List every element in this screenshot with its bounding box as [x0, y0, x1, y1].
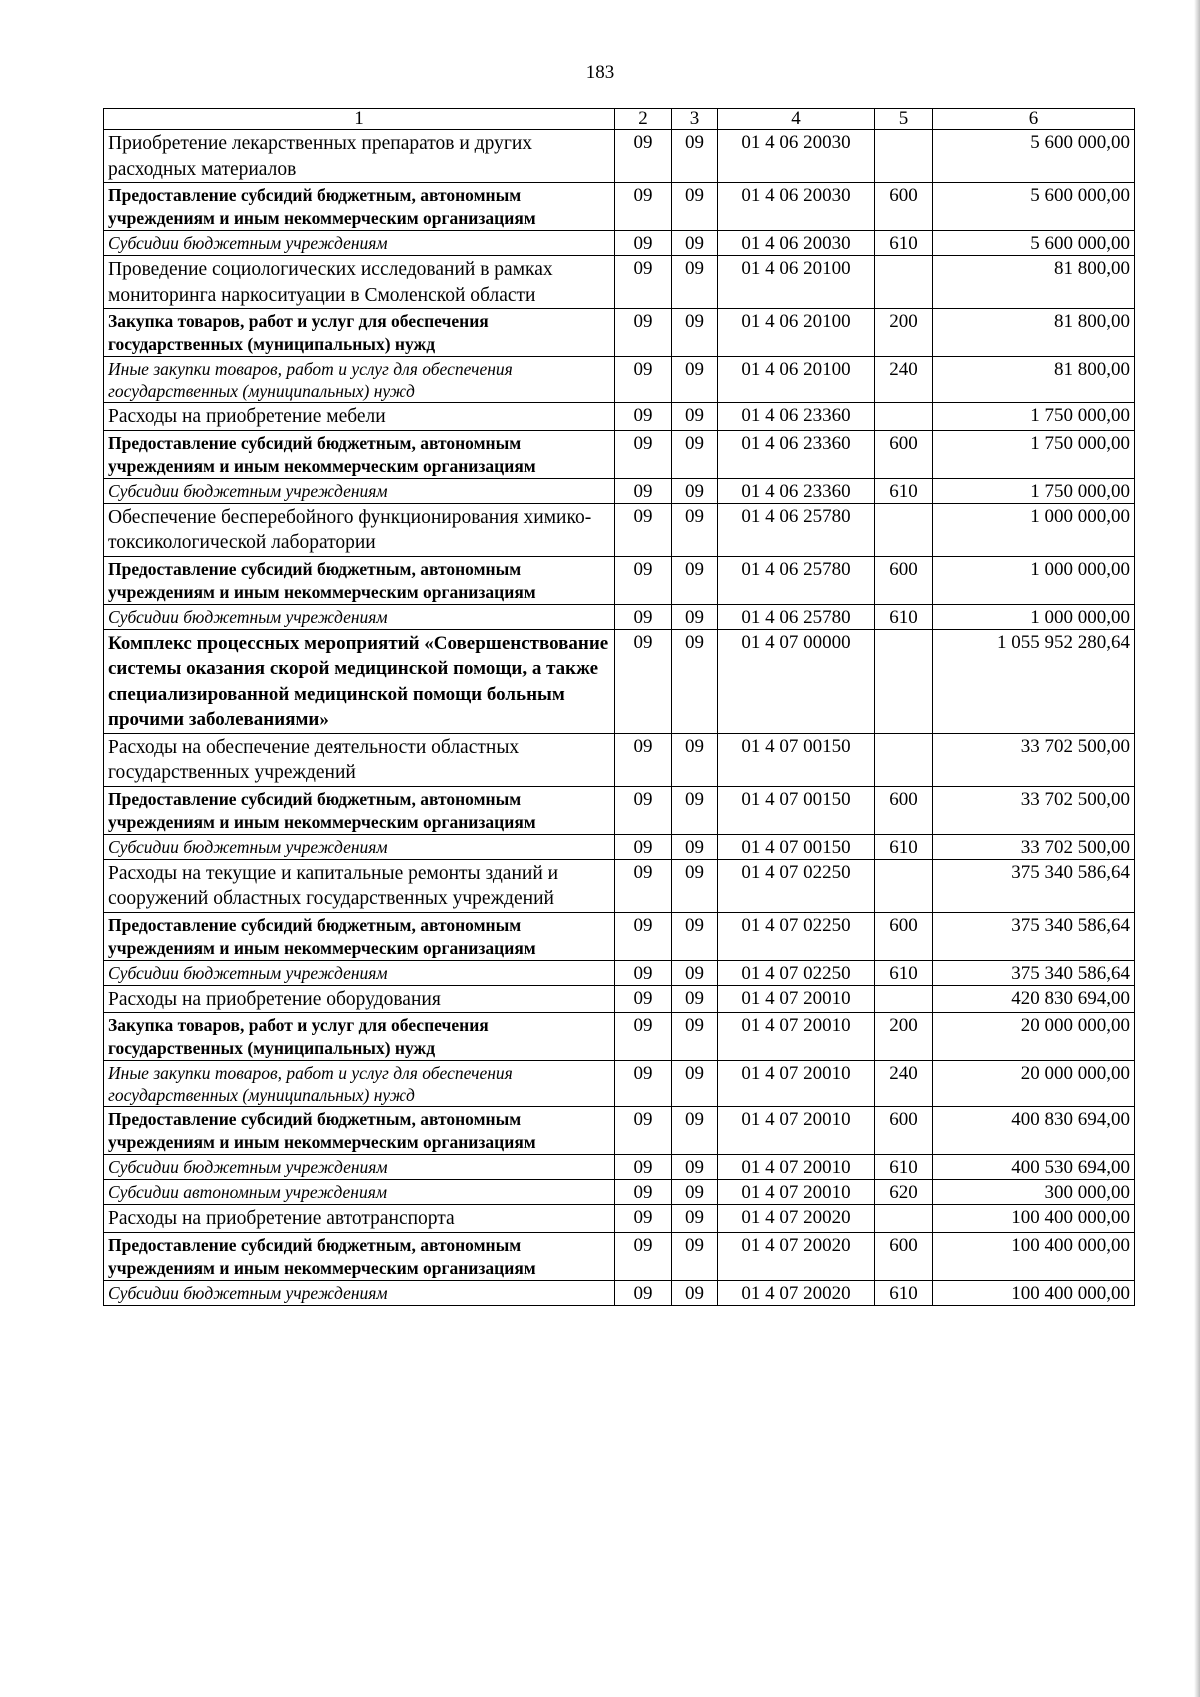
- table-row: [104, 834, 1135, 859]
- row-amount-cell: 1 750 000,00: [933, 478, 1135, 503]
- row-section-cell: 09: [615, 556, 672, 604]
- row-target-article-cell: 01 4 07 02250: [718, 859, 875, 912]
- row-expense-type-cell: 200: [875, 1013, 933, 1061]
- table-row: [104, 556, 1135, 604]
- row-target-article-cell: 01 4 06 20030: [718, 231, 875, 256]
- row-name-cell: Субсидии бюджетным учреждениям: [104, 834, 615, 859]
- budget-table: [103, 108, 1135, 1306]
- table-row: [104, 1013, 1135, 1061]
- row-amount-cell: 100 400 000,00: [933, 1280, 1135, 1305]
- table-row: [104, 985, 1135, 1013]
- row-amount-cell: 33 702 500,00: [933, 786, 1135, 834]
- row-section-cell: 09: [615, 733, 672, 786]
- row-section-cell: 09: [615, 1205, 672, 1233]
- table-row: [104, 604, 1135, 629]
- table-row: [104, 786, 1135, 834]
- row-amount-cell: 20 000 000,00: [933, 1013, 1135, 1061]
- row-subsection-cell: 09: [672, 912, 718, 960]
- row-expense-type-cell: [875, 629, 933, 733]
- row-section-cell: 09: [615, 130, 672, 183]
- row-name-cell: Субсидии бюджетным учреждениям: [104, 1280, 615, 1305]
- row-name-cell: Предоставление субсидий бюджетным, автономным учреждениям и иным некоммерческим организациям: [104, 556, 615, 604]
- row-subsection-cell: 09: [672, 1107, 718, 1155]
- table-row: [104, 859, 1135, 912]
- row-expense-type-cell: 610: [875, 231, 933, 256]
- row-target-article-cell: 01 4 06 20030: [718, 130, 875, 183]
- row-section-cell: 09: [615, 430, 672, 478]
- row-subsection-cell: 09: [672, 1232, 718, 1280]
- table-row: [104, 256, 1135, 309]
- row-target-article-cell: 01 4 07 20010: [718, 1061, 875, 1107]
- row-expense-type-cell: 600: [875, 1232, 933, 1280]
- row-amount-cell: 5 600 000,00: [933, 183, 1135, 231]
- table-row: [104, 430, 1135, 478]
- row-expense-type-cell: 610: [875, 834, 933, 859]
- row-expense-type-cell: 610: [875, 1155, 933, 1180]
- row-amount-cell: 400 530 694,00: [933, 1155, 1135, 1180]
- row-subsection-cell: 09: [672, 503, 718, 556]
- row-target-article-cell: 01 4 06 25780: [718, 503, 875, 556]
- row-amount-cell: 5 600 000,00: [933, 231, 1135, 256]
- row-name-cell: Расходы на обеспечение деятельности областных государственных учреждений: [104, 733, 615, 786]
- row-section-cell: 09: [615, 604, 672, 629]
- row-target-article-cell: 01 4 07 00000: [718, 629, 875, 733]
- row-subsection-cell: 09: [672, 1013, 718, 1061]
- row-section-cell: 09: [615, 1180, 672, 1205]
- row-subsection-cell: 09: [672, 834, 718, 859]
- row-amount-cell: 81 800,00: [933, 309, 1135, 357]
- row-section-cell: 09: [615, 1107, 672, 1155]
- row-subsection-cell: 09: [672, 357, 718, 403]
- row-section-cell: 09: [615, 1013, 672, 1061]
- row-section-cell: 09: [615, 1280, 672, 1305]
- header-col-subsection: 3: [672, 109, 718, 130]
- row-target-article-cell: 01 4 06 20030: [718, 183, 875, 231]
- row-target-article-cell: 01 4 06 20100: [718, 309, 875, 357]
- table-row: [104, 478, 1135, 503]
- row-expense-type-cell: 610: [875, 478, 933, 503]
- table-row: [104, 309, 1135, 357]
- table-row: [104, 1061, 1135, 1107]
- row-subsection-cell: 09: [672, 1280, 718, 1305]
- row-subsection-cell: 09: [672, 629, 718, 733]
- row-subsection-cell: 09: [672, 859, 718, 912]
- row-expense-type-cell: 610: [875, 1280, 933, 1305]
- row-name-cell: Предоставление субсидий бюджетным, автономным учреждениям и иным некоммерческим организациям: [104, 912, 615, 960]
- row-section-cell: 09: [615, 309, 672, 357]
- row-expense-type-cell: [875, 1205, 933, 1233]
- row-section-cell: 09: [615, 478, 672, 503]
- row-expense-type-cell: 610: [875, 604, 933, 629]
- row-target-article-cell: 01 4 07 20020: [718, 1280, 875, 1305]
- row-section-cell: 09: [615, 629, 672, 733]
- row-name-cell: Иные закупки товаров, работ и услуг для обеспечения государственных (муниципальных) нужд: [104, 357, 615, 403]
- row-name-cell: Закупка товаров, работ и услуг для обеспечения государственных (муниципальных) нужд: [104, 309, 615, 357]
- header-col-amount: 6: [933, 109, 1135, 130]
- row-name-cell: Субсидии бюджетным учреждениям: [104, 478, 615, 503]
- header-col-expense-type: 5: [875, 109, 933, 130]
- row-expense-type-cell: [875, 859, 933, 912]
- row-subsection-cell: 09: [672, 1205, 718, 1233]
- row-expense-type-cell: [875, 503, 933, 556]
- row-subsection-cell: 09: [672, 1061, 718, 1107]
- row-expense-type-cell: 610: [875, 960, 933, 985]
- row-target-article-cell: 01 4 06 25780: [718, 556, 875, 604]
- row-section-cell: 09: [615, 1232, 672, 1280]
- row-target-article-cell: 01 4 07 20020: [718, 1205, 875, 1233]
- table-row: [104, 1107, 1135, 1155]
- row-target-article-cell: 01 4 07 00150: [718, 733, 875, 786]
- row-expense-type-cell: 240: [875, 357, 933, 403]
- table-row: [104, 1180, 1135, 1205]
- table-row: [104, 130, 1135, 183]
- table-row: [104, 1232, 1135, 1280]
- row-expense-type-cell: 600: [875, 556, 933, 604]
- row-name-cell: Предоставление субсидий бюджетным, автономным учреждениям и иным некоммерческим организациям: [104, 1107, 615, 1155]
- row-target-article-cell: 01 4 07 02250: [718, 912, 875, 960]
- row-target-article-cell: 01 4 06 23360: [718, 478, 875, 503]
- row-section-cell: 09: [615, 357, 672, 403]
- table-row: [104, 1205, 1135, 1233]
- header-col-section: 2: [615, 109, 672, 130]
- row-target-article-cell: 01 4 06 23360: [718, 430, 875, 478]
- row-amount-cell: 375 340 586,64: [933, 960, 1135, 985]
- row-amount-cell: 420 830 694,00: [933, 985, 1135, 1013]
- row-name-cell: Проведение социологических исследований в рамках мониторинга наркоситуации в Смоленской области: [104, 256, 615, 309]
- row-subsection-cell: 09: [672, 556, 718, 604]
- header-col-target-article: 4: [718, 109, 875, 130]
- row-expense-type-cell: 200: [875, 309, 933, 357]
- row-section-cell: 09: [615, 834, 672, 859]
- row-amount-cell: 1 000 000,00: [933, 604, 1135, 629]
- row-target-article-cell: 01 4 07 00150: [718, 834, 875, 859]
- row-target-article-cell: 01 4 07 20010: [718, 985, 875, 1013]
- table-row: [104, 733, 1135, 786]
- table-row: [104, 231, 1135, 256]
- row-target-article-cell: 01 4 07 20010: [718, 1107, 875, 1155]
- table-header-row: [104, 109, 1135, 130]
- row-section-cell: 09: [615, 183, 672, 231]
- row-amount-cell: 33 702 500,00: [933, 834, 1135, 859]
- table-row: [104, 960, 1135, 985]
- row-name-cell: Обеспечение бесперебойного функционирования химико-токсикологической лаборатории: [104, 503, 615, 556]
- row-name-cell: Предоставление субсидий бюджетным, автономным учреждениям и иным некоммерческим организациям: [104, 1232, 615, 1280]
- table-body: [104, 130, 1135, 1306]
- row-section-cell: 09: [615, 786, 672, 834]
- row-section-cell: 09: [615, 985, 672, 1013]
- row-target-article-cell: 01 4 07 20010: [718, 1013, 875, 1061]
- row-expense-type-cell: [875, 130, 933, 183]
- row-target-article-cell: 01 4 07 20010: [718, 1155, 875, 1180]
- row-section-cell: 09: [615, 1155, 672, 1180]
- row-expense-type-cell: 600: [875, 1107, 933, 1155]
- row-target-article-cell: 01 4 07 02250: [718, 960, 875, 985]
- row-section-cell: 09: [615, 960, 672, 985]
- row-name-cell: Субсидии бюджетным учреждениям: [104, 604, 615, 629]
- row-amount-cell: 375 340 586,64: [933, 912, 1135, 960]
- row-expense-type-cell: 600: [875, 183, 933, 231]
- row-target-article-cell: 01 4 07 20010: [718, 1180, 875, 1205]
- row-subsection-cell: 09: [672, 786, 718, 834]
- row-expense-type-cell: 600: [875, 912, 933, 960]
- row-target-article-cell: 01 4 07 20020: [718, 1232, 875, 1280]
- row-name-cell: Расходы на текущие и капитальные ремонты зданий и сооружений областных государственных учреждений: [104, 859, 615, 912]
- row-expense-type-cell: [875, 733, 933, 786]
- table-row: [104, 1155, 1135, 1180]
- row-amount-cell: 1 000 000,00: [933, 503, 1135, 556]
- row-name-cell: Расходы на приобретение автотранспорта: [104, 1205, 615, 1233]
- row-subsection-cell: 09: [672, 231, 718, 256]
- row-amount-cell: 81 800,00: [933, 256, 1135, 309]
- row-section-cell: 09: [615, 403, 672, 431]
- row-amount-cell: 33 702 500,00: [933, 733, 1135, 786]
- row-amount-cell: 375 340 586,64: [933, 859, 1135, 912]
- table-row: [104, 183, 1135, 231]
- row-expense-type-cell: [875, 985, 933, 1013]
- row-target-article-cell: 01 4 06 20100: [718, 357, 875, 403]
- row-subsection-cell: 09: [672, 1180, 718, 1205]
- row-amount-cell: 1 055 952 280,64: [933, 629, 1135, 733]
- row-amount-cell: 100 400 000,00: [933, 1232, 1135, 1280]
- row-name-cell: Комплекс процессных мероприятий «Совершенствование системы оказания скорой медицинской помощи, а также специализированной медицинской помощи больным прочими заболеваниями»: [104, 629, 615, 733]
- row-expense-type-cell: 240: [875, 1061, 933, 1107]
- table-row: [104, 912, 1135, 960]
- row-subsection-cell: 09: [672, 478, 718, 503]
- row-target-article-cell: 01 4 06 20100: [718, 256, 875, 309]
- row-expense-type-cell: 600: [875, 786, 933, 834]
- row-section-cell: 09: [615, 859, 672, 912]
- row-name-cell: Расходы на приобретение оборудования: [104, 985, 615, 1013]
- row-amount-cell: 1 000 000,00: [933, 556, 1135, 604]
- row-amount-cell: 1 750 000,00: [933, 403, 1135, 431]
- header-col-name: 1: [104, 109, 615, 130]
- row-subsection-cell: 09: [672, 256, 718, 309]
- page-number: 183: [585, 62, 615, 83]
- row-name-cell: Субсидии бюджетным учреждениям: [104, 231, 615, 256]
- row-amount-cell: 20 000 000,00: [933, 1061, 1135, 1107]
- row-name-cell: Субсидии автономным учреждениям: [104, 1180, 615, 1205]
- row-amount-cell: 1 750 000,00: [933, 430, 1135, 478]
- row-subsection-cell: 09: [672, 733, 718, 786]
- row-section-cell: 09: [615, 912, 672, 960]
- row-amount-cell: 400 830 694,00: [933, 1107, 1135, 1155]
- row-section-cell: 09: [615, 231, 672, 256]
- table-row: [104, 357, 1135, 403]
- row-name-cell: Предоставление субсидий бюджетным, автономным учреждениям и иным некоммерческим организациям: [104, 786, 615, 834]
- table-row: [104, 403, 1135, 431]
- row-name-cell: Расходы на приобретение мебели: [104, 403, 615, 431]
- row-subsection-cell: 09: [672, 403, 718, 431]
- table-row: [104, 1280, 1135, 1305]
- row-name-cell: Иные закупки товаров, работ и услуг для обеспечения государственных (муниципальных) нужд: [104, 1061, 615, 1107]
- row-subsection-cell: 09: [672, 1155, 718, 1180]
- scan-edge: [1194, 0, 1200, 1697]
- row-target-article-cell: 01 4 06 25780: [718, 604, 875, 629]
- row-expense-type-cell: 620: [875, 1180, 933, 1205]
- table-row: [104, 503, 1135, 556]
- row-section-cell: 09: [615, 256, 672, 309]
- row-target-article-cell: 01 4 06 23360: [718, 403, 875, 431]
- row-amount-cell: 81 800,00: [933, 357, 1135, 403]
- row-subsection-cell: 09: [672, 604, 718, 629]
- table-row: [104, 629, 1135, 733]
- row-amount-cell: 100 400 000,00: [933, 1205, 1135, 1233]
- row-name-cell: Предоставление субсидий бюджетным, автономным учреждениям и иным некоммерческим организациям: [104, 183, 615, 231]
- row-name-cell: Предоставление субсидий бюджетным, автономным учреждениям и иным некоммерческим организациям: [104, 430, 615, 478]
- row-amount-cell: 300 000,00: [933, 1180, 1135, 1205]
- row-amount-cell: 5 600 000,00: [933, 130, 1135, 183]
- row-name-cell: Субсидии бюджетным учреждениям: [104, 1155, 615, 1180]
- row-expense-type-cell: [875, 256, 933, 309]
- row-name-cell: Субсидии бюджетным учреждениям: [104, 960, 615, 985]
- row-subsection-cell: 09: [672, 985, 718, 1013]
- row-expense-type-cell: 600: [875, 430, 933, 478]
- row-name-cell: Закупка товаров, работ и услуг для обеспечения государственных (муниципальных) нужд: [104, 1013, 615, 1061]
- row-subsection-cell: 09: [672, 183, 718, 231]
- row-subsection-cell: 09: [672, 309, 718, 357]
- row-subsection-cell: 09: [672, 960, 718, 985]
- row-target-article-cell: 01 4 07 00150: [718, 786, 875, 834]
- row-subsection-cell: 09: [672, 430, 718, 478]
- row-section-cell: 09: [615, 503, 672, 556]
- row-subsection-cell: 09: [672, 130, 718, 183]
- row-expense-type-cell: [875, 403, 933, 431]
- row-section-cell: 09: [615, 1061, 672, 1107]
- row-name-cell: Приобретение лекарственных препаратов и других расходных материалов: [104, 130, 615, 183]
